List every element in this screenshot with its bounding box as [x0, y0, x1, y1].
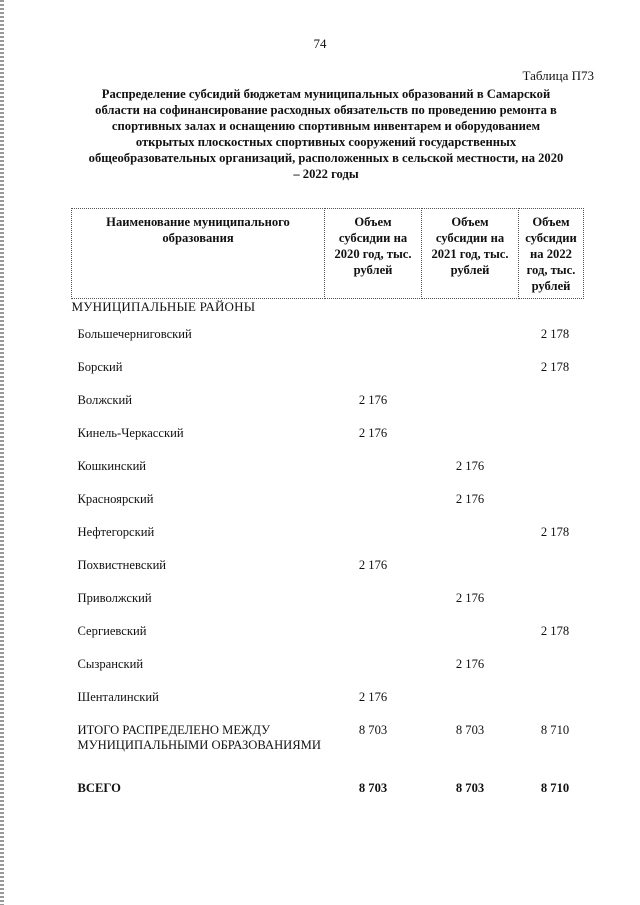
table-label: Таблица П73 — [522, 68, 594, 83]
cell-2020 — [325, 585, 422, 618]
cell-name: Похвистневский — [77, 558, 167, 572]
cell-2022: 8 710 — [540, 781, 570, 795]
cell-2021: 2 176 — [455, 459, 485, 473]
table-row — [72, 585, 584, 618]
cell-2020 — [325, 453, 422, 486]
cell-name: Большечерниговский — [77, 327, 192, 341]
cell-2021 — [422, 684, 519, 717]
cell-2022: 2 178 — [540, 525, 570, 539]
cell-2020: 2 176 — [358, 426, 388, 440]
cell-2022 — [519, 387, 584, 420]
total-row — [72, 773, 584, 808]
table-row — [72, 519, 584, 552]
cell-2020 — [325, 651, 422, 684]
cell-2022 — [519, 453, 584, 486]
table-row — [72, 552, 584, 585]
cell-2022 — [519, 486, 584, 519]
cell-2020 — [325, 354, 422, 387]
cell-name: Борский — [77, 360, 123, 374]
cell-2020: 8 703 — [358, 781, 388, 795]
subsidy-table — [71, 208, 584, 808]
table-row — [72, 684, 584, 717]
cell-2022: 2 178 — [540, 624, 570, 638]
cell-2021 — [422, 321, 519, 354]
cell-2020 — [325, 321, 422, 354]
cell-2020 — [325, 618, 422, 651]
cell-2020 — [325, 486, 422, 519]
subtotal-row — [72, 717, 584, 773]
cell-name: Нефтегорский — [77, 525, 155, 539]
cell-2022: 2 178 — [540, 327, 570, 341]
scan-edge — [0, 0, 4, 905]
header-name: Наименование муниципального образования — [72, 209, 325, 299]
cell-2021 — [422, 519, 519, 552]
cell-2021: 8 703 — [455, 723, 485, 737]
section-row — [72, 299, 584, 322]
cell-2022: 2 178 — [540, 360, 570, 374]
cell-2021 — [422, 354, 519, 387]
cell-2021: 2 176 — [455, 657, 485, 671]
cell-2020: 2 176 — [358, 558, 388, 572]
cell-2022 — [519, 552, 584, 585]
table-row — [72, 387, 584, 420]
cell-name: Красноярский — [77, 492, 154, 506]
cell-2021 — [422, 552, 519, 585]
table-row — [72, 420, 584, 453]
cell-2022 — [519, 684, 584, 717]
cell-name: Сызранский — [77, 657, 144, 671]
table-row — [72, 321, 584, 354]
document-title: Распределение субсидий бюджетам муниципальных образований в Самарской области на софинансирование расходных обязательств по проведению ремонта в спортивных залах и оснащению спортивным инвентарем и оборудованием открытых плоскостных спортивных сооружений государственных общеобразовательных организаций, расположенных в сельской местности, на 2020 – 2022 годы — [88, 87, 564, 181]
cell-2021 — [422, 618, 519, 651]
cell-name: Приволжский — [77, 591, 152, 605]
cell-2021 — [422, 420, 519, 453]
header-2020: Объем субсидии на 2020 год, тыс. рублей — [325, 209, 422, 299]
header-2022: Объем субсидии на 2022 год, тыс. рублей — [519, 209, 584, 299]
cell-2021 — [422, 387, 519, 420]
page-number: 74 — [313, 36, 327, 51]
cell-name: Волжский — [77, 393, 132, 407]
table-header-row — [72, 209, 584, 299]
cell-2022 — [519, 585, 584, 618]
cell-name: Кошкинский — [77, 459, 147, 473]
section-title: МУНИЦИПАЛЬНЫЕ РАЙОНЫ — [71, 299, 256, 314]
cell-2021: 8 703 — [455, 781, 485, 795]
cell-2022: 8 710 — [540, 723, 570, 737]
cell-name: ИТОГО РАСПРЕДЕЛЕНО МЕЖДУ МУНИЦИПАЛЬНЫМИ ОБРАЗОВАНИЯМИ — [77, 723, 321, 752]
table-row — [72, 618, 584, 651]
cell-2020: 2 176 — [358, 690, 388, 704]
cell-2020: 8 703 — [358, 723, 388, 737]
cell-name: Шенталинский — [77, 690, 159, 704]
table-row — [72, 486, 584, 519]
cell-name: ВСЕГО — [77, 781, 121, 795]
cell-2020: 2 176 — [358, 393, 388, 407]
header-2021: Объем субсидии на 2021 год, тыс. рублей — [422, 209, 519, 299]
table-row — [72, 651, 584, 684]
table-row — [72, 354, 584, 387]
cell-2022 — [519, 651, 584, 684]
cell-name: Сергиевский — [77, 624, 147, 638]
table-row — [72, 453, 584, 486]
cell-2022 — [519, 420, 584, 453]
cell-2020 — [325, 519, 422, 552]
cell-2021: 2 176 — [455, 492, 485, 506]
cell-name: Кинель-Черкасский — [77, 426, 184, 440]
cell-2021: 2 176 — [455, 591, 485, 605]
